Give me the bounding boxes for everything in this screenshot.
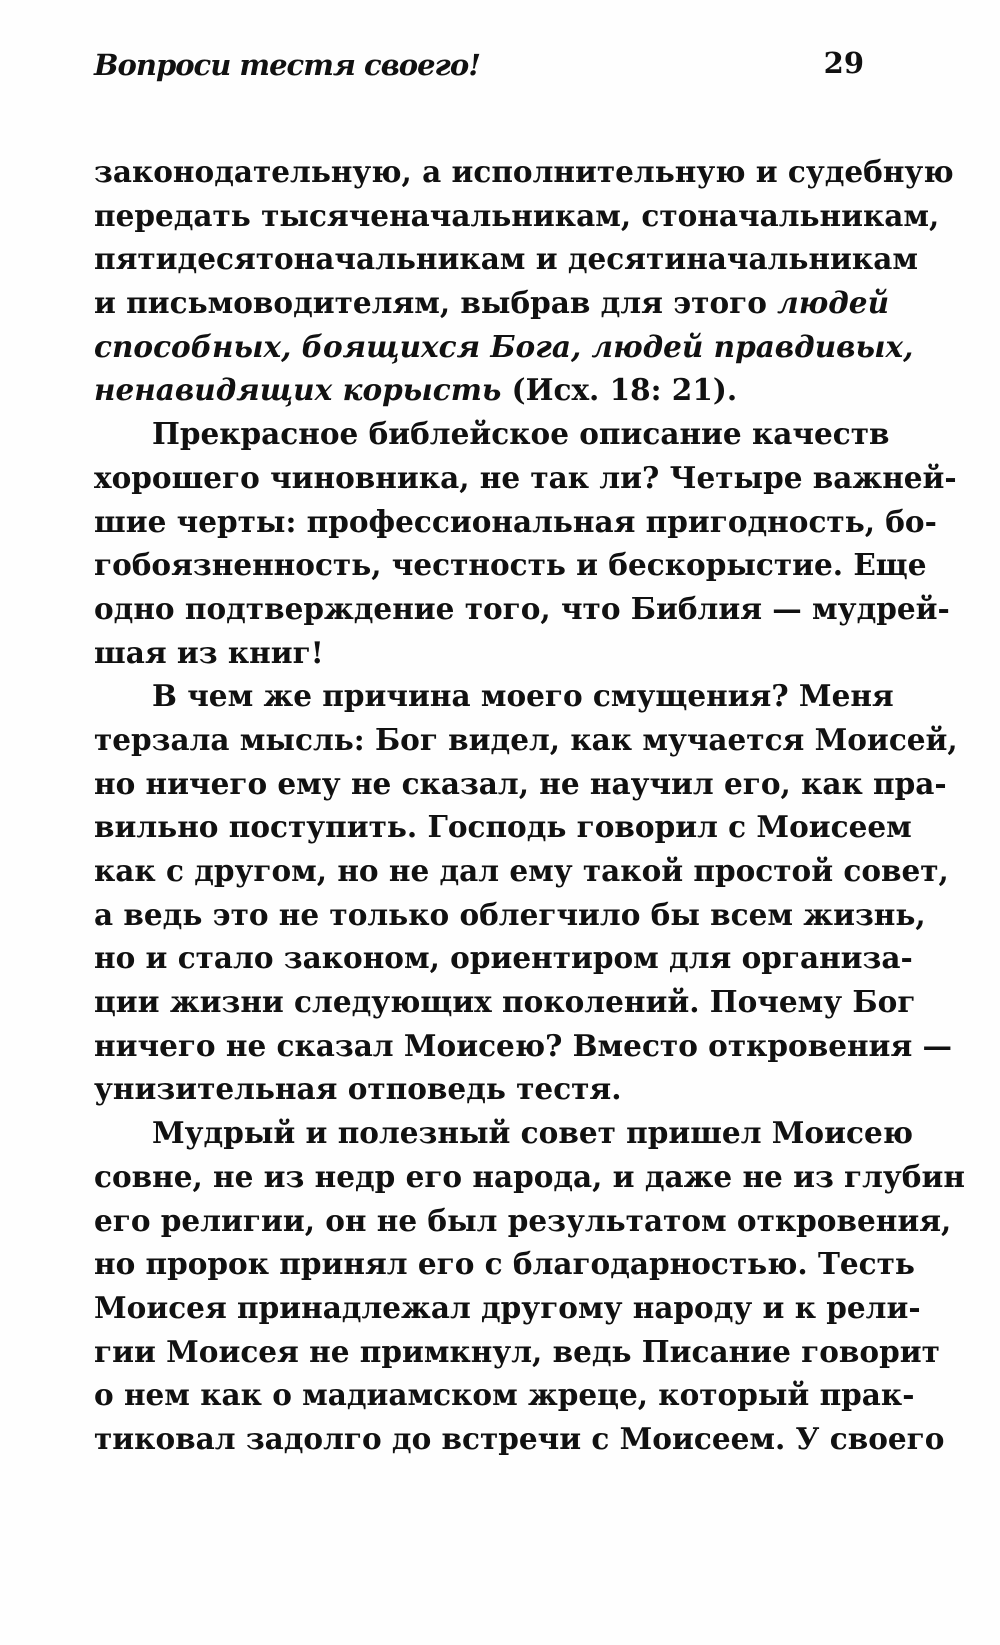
text-line	[94, 1330, 940, 1374]
paragraph	[94, 1111, 965, 1461]
running-head	[94, 44, 864, 92]
text-line	[94, 1111, 913, 1155]
text-line	[94, 456, 957, 500]
text-run: передать тысяченачальникам, стоначальникам,	[94, 197, 940, 233]
text-run: пятидесятоначальникам и десятиначальникам	[94, 241, 918, 277]
text-line	[94, 1067, 864, 1111]
text-line	[94, 718, 958, 762]
text-run: его религии, он не был результатом откровения,	[94, 1202, 952, 1238]
text-line	[94, 1373, 915, 1417]
text-line	[94, 849, 949, 893]
text-line	[94, 1199, 952, 1243]
text-line	[94, 237, 918, 281]
text-line	[94, 1024, 953, 1068]
text-line	[94, 936, 913, 980]
text-line	[94, 281, 890, 325]
text-run: шие черты: профессиональная пригодность, бо-	[94, 503, 937, 539]
text-run: Прекрасное библейское описание качеств	[152, 416, 890, 452]
text-line	[94, 631, 864, 675]
text-run: и письмоводителям, выбрав для этого	[94, 285, 778, 321]
text-line	[94, 500, 937, 544]
text-run: но пророк принял его с благодарностью. Тесть	[94, 1246, 915, 1282]
text-line	[94, 1242, 915, 1286]
text-run: но и стало законом, ориентиром для организа-	[94, 940, 913, 976]
text-run: терзала мысль: Бог видел, как мучается Моисей,	[94, 721, 958, 757]
page-number: 29	[823, 46, 864, 80]
text-line	[94, 805, 912, 849]
italic-text-run: людей	[777, 285, 890, 321]
text-run: вильно поступить. Господь говорил с Моисеем	[94, 809, 912, 845]
text-run: но ничего ему не сказал, не научил его, как пра-	[94, 765, 947, 801]
text-run: гии Моисея не примкнул, ведь Писание говорит	[94, 1333, 940, 1369]
text-run: (Исх. 18: 21).	[501, 372, 738, 408]
text-line	[94, 325, 914, 369]
text-run: Моисея принадлежал другому народу и к рели-	[94, 1289, 921, 1325]
text-run: ции жизни следующих поколений. Почему Бог	[94, 984, 916, 1020]
text-run: ничего не сказал Моисею? Вместо откровения —	[94, 1027, 953, 1063]
paragraph	[94, 150, 954, 412]
text-line	[94, 368, 864, 412]
body-text	[94, 150, 965, 1461]
text-line	[94, 150, 954, 194]
text-run: одно подтверждение того, что Библия — мудрей-	[94, 590, 950, 626]
text-run: совне, не из недр его народа, и даже не из глубин	[94, 1158, 965, 1194]
paragraph	[94, 674, 958, 1111]
text-run: хорошего чиновника, не так ли? Четыре важней-	[94, 459, 957, 495]
text-line	[94, 194, 940, 238]
text-run: а ведь это не только облегчило бы всем жизнь,	[94, 896, 926, 932]
text-run: о нем как о мадиамском жреце, который прак-	[94, 1377, 915, 1413]
text-run: законодательную, а исполнительную и судебную	[94, 154, 954, 189]
running-head-title: Вопроси тестя своего!	[94, 48, 480, 82]
text-run: Мудрый и полезный совет пришел Моисею	[152, 1115, 913, 1151]
text-line	[94, 1155, 965, 1199]
text-line	[94, 980, 916, 1024]
text-line	[94, 1286, 921, 1330]
text-line	[94, 587, 950, 631]
text-run: тиковал задолго до встречи с Моисеем. У своего	[94, 1420, 945, 1456]
italic-text-run: способных, боящихся Бога, людей правдивых,	[94, 328, 914, 364]
text-line	[94, 762, 947, 806]
italic-text-run: ненавидящих корысть	[94, 372, 502, 408]
text-run: шая из книг!	[94, 634, 324, 670]
text-run: гобоязненность, честность и бескорыстие. Еще	[94, 547, 927, 583]
text-run: как с другом, но не дал ему такой простой совет,	[94, 853, 949, 888]
text-line	[94, 543, 927, 587]
text-line	[94, 674, 894, 718]
text-line	[94, 412, 890, 456]
text-line	[94, 893, 926, 937]
text-line	[94, 1417, 945, 1461]
paragraph	[94, 412, 957, 674]
text-run: В чем же причина моего смущения? Меня	[152, 678, 894, 714]
text-run: унизительная отповедь тестя.	[94, 1071, 622, 1107]
